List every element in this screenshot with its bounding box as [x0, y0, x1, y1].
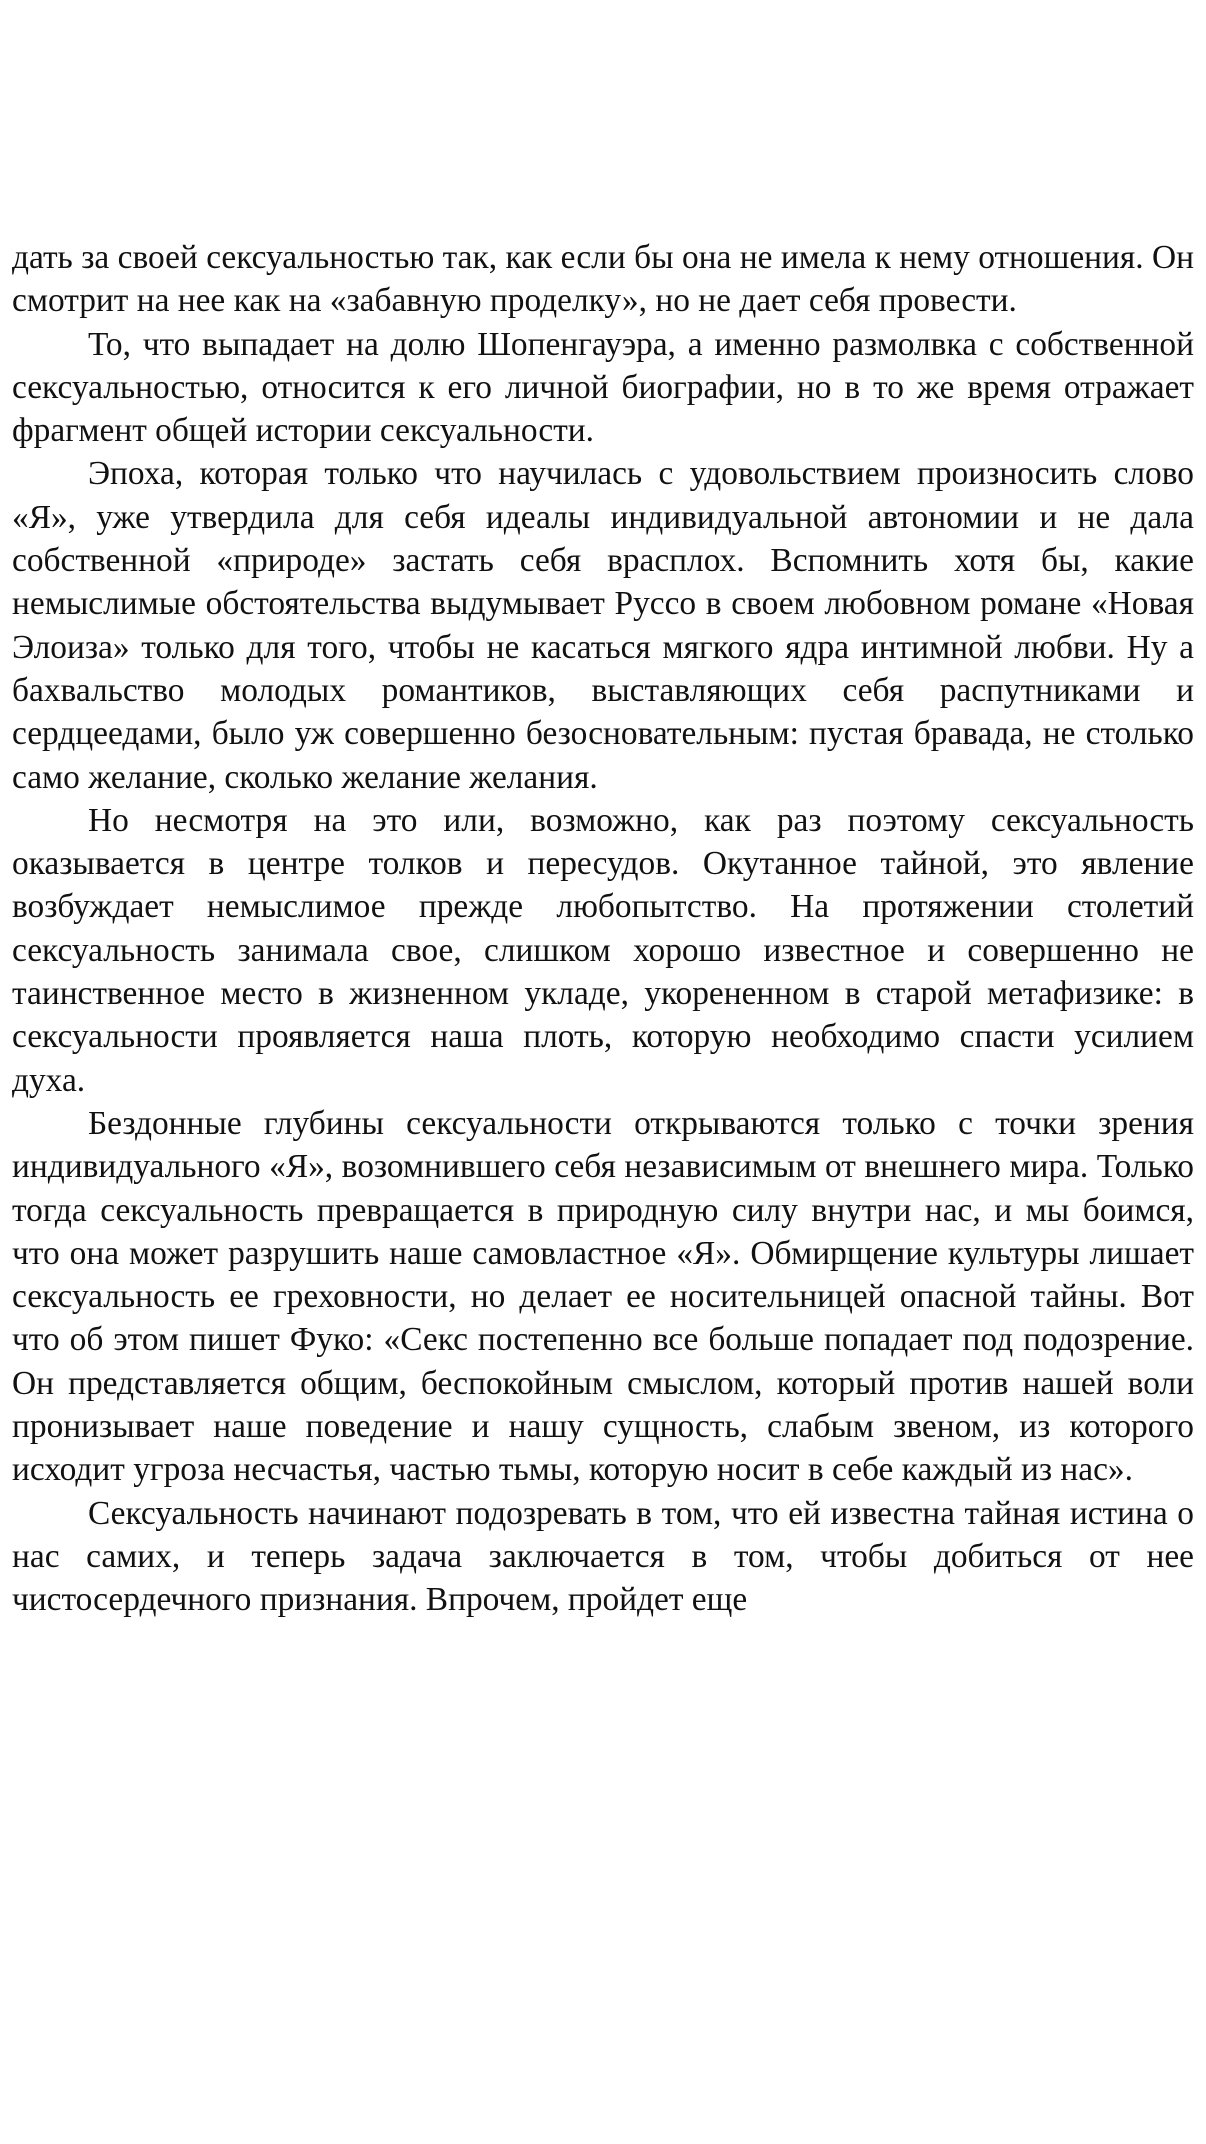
paragraph-3: Эпоха, которая только что научилась с удовольствием произносить слово «Я», уже утвердила для себя идеалы индивидуальной автономии и не дала собственной «природе» застать себя врасплох. Вспомнить хотя бы, какие немыслимые обстоятельства выдумывает Руссо в своем любовном романе «Новая Элоиза» только для того, чтобы не касаться мягкого ядра интимной любви. Ну а бахвальство молодых романтиков, выставляющих себя распутниками и сердцеедами, было уж совершенно безосновательным: пустая бравада, не столько само желание, сколько желание желания.	[12, 455, 1194, 796]
paragraph-2: То, что выпадает на долю Шопенгауэра, а именно размолвка с собственной сексуальностью, относится к его личной биографии, но в то же время отражает фрагмент общей истории сексуальности.	[12, 325, 1194, 450]
paragraph-1: дать за своей сексуальностью так, как если бы она не имела к нему отношения. Он смотрит на нее как на «забавную проделку», но не дает себя провести.	[12, 239, 1194, 320]
book-text	[12, 236, 1194, 1622]
paragraph-4: Но несмотря на это или, возможно, как раз поэтому сексуальность оказывается в центре толков и пересудов. Окутанное тайной, это явление возбуждает немыслимое прежде любопытство. На протяжении столетий сексуальность занимала свое, слишком хорошо известное и совершенно не таинственное место в жизненном укладе, укорененном в старой метафизике: в сексуальности проявляется наша плоть, которую необходимо спасти усилием духа.	[12, 801, 1194, 1099]
paragraph-6: Сексуальность начинают подозревать в том, что ей известна тайная истина о нас самих, и теперь задача заключается в том, чтобы добиться от нее чистосердечного признания. Впрочем, пройдет еще	[12, 1494, 1194, 1619]
paragraph-5: Бездонные глубины сексуальности открываются только с точки зрения индивидуального «Я», возомнившего себя независимым от внешнего мира. Только тогда сексуальность превращается в природную силу внутри нас, и мы боимся, что она может разрушить наше самовластное «Я». Обмирщение культуры лишает сексуальность ее греховности, но делает ее носительницей опасной тайны. Вот что об этом пишет Фуко: «Секс постепенно все больше попадает под подозрение. Он представляется общим, беспокойным смыслом, который против нашей воли пронизывает наше поведение и нашу сущность, слабым звеном, из которого исходит угроза несчастья, частью тьмы, которую носит в себе каждый из нас».	[12, 1104, 1194, 1489]
